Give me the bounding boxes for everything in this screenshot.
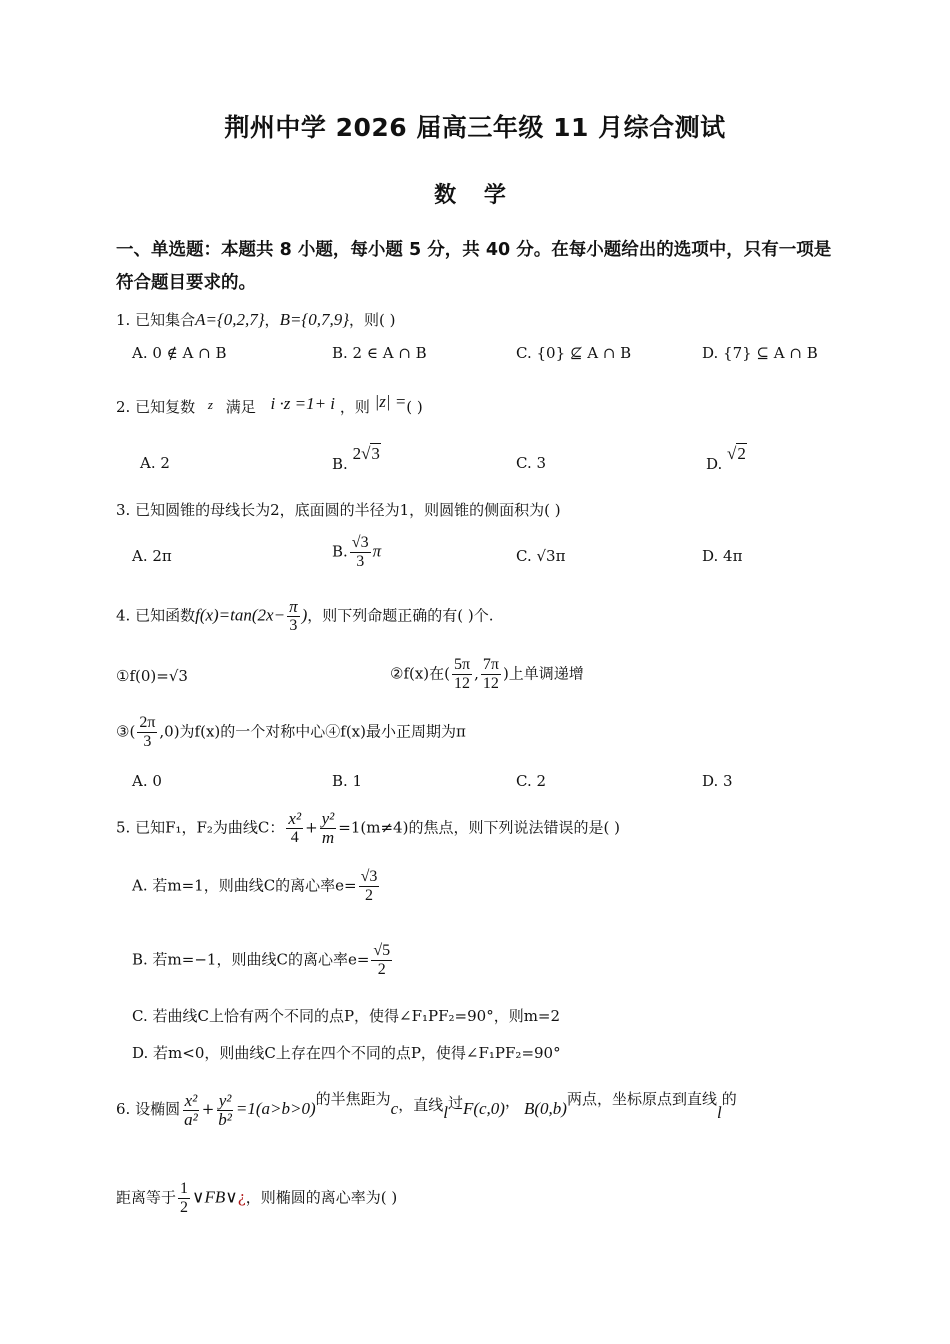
q5-m: m xyxy=(321,828,335,847)
q3-option-d: D. 4π xyxy=(702,547,743,565)
q5-four: 4 xyxy=(290,829,299,846)
subject-title: 数 学 xyxy=(434,183,516,208)
q6-text3: 过 xyxy=(447,1094,463,1112)
q6-half-den: 2 xyxy=(180,1199,189,1216)
q6-plus: + xyxy=(201,1100,215,1118)
q2-option-c: C. 3 xyxy=(516,454,547,472)
q5-suffix: =1(m≠4)的焦点，则下列说法错误的是( ) xyxy=(338,818,620,837)
question-4-stem xyxy=(116,598,494,635)
question-5-stem xyxy=(116,810,620,847)
q2-equation: i ·z =1+ i xyxy=(270,394,336,413)
q4-s3-prefix: ③( xyxy=(116,722,136,741)
q1-set-b: B={0,7,9} xyxy=(279,310,350,329)
q4-statement-4: ④f(x)最小正周期为π xyxy=(325,722,466,741)
q2-text-mid: 满足 xyxy=(225,398,256,416)
q4-option-d: D. 3 xyxy=(702,772,733,790)
question-6-stem xyxy=(116,1088,737,1129)
q6-line2-prefix: 距离等于 xyxy=(116,1188,177,1207)
q6-line2-glyph: ¿ xyxy=(237,1188,246,1207)
q4-suffix: ，则下列命题正确的有( )个. xyxy=(307,606,494,625)
q3-option-a: A. 2π xyxy=(132,547,172,565)
q6-line-2 xyxy=(116,1180,397,1217)
q1-option-c: C. {0} ⊈ A ∩ B xyxy=(516,344,632,362)
q5-option-d: D. 若m<0，则曲线C上存在四个不同的点P，使得∠F₁PF₂=90° xyxy=(132,1044,561,1062)
q5-option-b xyxy=(132,942,394,979)
q4-s3-den: 3 xyxy=(143,733,152,750)
q2-opt-b-coef: 2 xyxy=(352,444,362,463)
q1-sep: ， xyxy=(264,311,280,329)
q6-half-num: 1 xyxy=(180,1180,189,1197)
q3-option-b-fraction xyxy=(350,534,371,571)
q1-option-b: B. 2 ∈ A ∩ B xyxy=(332,344,427,362)
q4-s3-suffix: ,0)为f(x)的一个对称中心 xyxy=(159,722,326,741)
q5-a-prefix: A. 若m=1，则曲线C的离心率e= xyxy=(132,876,357,895)
q4-option-b: B. 1 xyxy=(332,772,363,790)
q5-b-prefix: B. 若m=−1，则曲线C的离心率e= xyxy=(132,950,370,969)
q6-text1: 的半焦距为 xyxy=(315,1090,391,1108)
q2-abs-z: |z| = xyxy=(374,392,407,411)
q5-a-den: 2 xyxy=(365,887,374,904)
q5-option-c: C. 若曲线C上恰有两个不同的点P，使得∠F₁PF₂=90°，则m=2 xyxy=(132,1007,561,1025)
q1-set-a: A={0,2,7} xyxy=(195,310,265,329)
q5-x2: x² xyxy=(288,809,302,828)
q2-opt-b-rad: 3 xyxy=(371,444,380,463)
section-heading: 一、单选题：本题共 8 小题，每小题 5 分，共 40 分。在每小题给出的选项中，只有一项是符合题目要求的。 xyxy=(116,240,832,293)
q4-three: 3 xyxy=(289,617,298,634)
q4-s2-n1: 5π xyxy=(454,656,471,673)
q6-c: c xyxy=(390,1099,399,1118)
q2-var-z: z xyxy=(207,397,213,412)
q4-s2-d1: 12 xyxy=(454,675,471,692)
q3-opt-b-pi: π xyxy=(372,541,382,561)
q6-eq: =1(a>b>0) xyxy=(235,1099,316,1118)
q4-option-a: A. 0 xyxy=(132,772,162,790)
q6-a2: a² xyxy=(184,1109,198,1129)
question-1-stem xyxy=(116,309,396,330)
q3-option-b-label: B. xyxy=(332,542,348,561)
q5-plus: + xyxy=(305,818,318,837)
q2-option-d-label: D. xyxy=(706,455,723,473)
q5-frac-y xyxy=(320,810,337,847)
q4-option-c: C. 2 xyxy=(516,772,547,790)
q2-option-d-sqrt: √2 xyxy=(727,444,746,463)
q4-func-close: ) xyxy=(301,605,308,625)
q6-text5: 两点，坐标原点到直线 xyxy=(566,1090,717,1108)
q3-opt-b-den: 3 xyxy=(356,553,365,570)
q6-text4: ， xyxy=(504,1092,520,1110)
q1-option-d: D. {7} ⊆ A ∩ B xyxy=(702,344,818,362)
q6-half xyxy=(178,1180,190,1217)
q4-func-fraction xyxy=(287,598,300,635)
q6-line2-suffix: ，则椭圆的离心率为( ) xyxy=(245,1188,398,1207)
q4-s2-d2: 12 xyxy=(482,675,499,692)
q2-option-a: A. 2 xyxy=(140,454,170,472)
q6-l2: l xyxy=(716,1103,722,1122)
q6-frac-y xyxy=(216,1092,234,1129)
q2-option-b-sqrt: 2√3 xyxy=(352,444,380,463)
q3-option-c: C. √3π xyxy=(516,547,566,565)
q6-b2: b² xyxy=(218,1109,232,1129)
q4-pi: π xyxy=(289,597,298,616)
q4-statement-1: ①f(0)=√3 xyxy=(116,667,188,685)
q1-prefix: 1. 已知集合 xyxy=(116,311,196,329)
q6-b-point: B(0,b) xyxy=(524,1099,567,1118)
q5-y2: y² xyxy=(321,809,335,828)
q4-s3-num: 2π xyxy=(139,714,156,731)
q4-prefix: 4. 已知函数 xyxy=(116,606,196,625)
q4-s2-n2: 7π xyxy=(482,656,499,673)
q4-s2-frac-2 xyxy=(481,656,501,693)
q6-line2-mid: ∨FB∨ xyxy=(192,1187,238,1207)
q5-a-fraction xyxy=(359,868,380,905)
q3-option-b xyxy=(332,534,381,571)
q6-prefix: 6. 设椭圆 xyxy=(116,1100,181,1118)
q4-s2-prefix: ②f(x)在( xyxy=(390,664,451,683)
q4-s3-fraction xyxy=(137,714,157,751)
q5-option-a xyxy=(132,868,381,905)
q2-option-d xyxy=(706,444,747,473)
q2-prefix: 2. 已知复数 xyxy=(116,398,196,416)
q2-opt-d-rad: 2 xyxy=(737,444,746,463)
q4-statement-3-4 xyxy=(116,714,466,751)
q2-blank: ( ) xyxy=(406,398,423,416)
q1-suffix: ，则( ) xyxy=(349,311,396,329)
q2-option-b-label: B. xyxy=(332,455,348,473)
q6-x2: x² xyxy=(184,1090,198,1110)
q6-frac-x xyxy=(182,1092,200,1129)
q6-f-point: F(c,0) xyxy=(462,1099,505,1118)
q1-option-a: A. 0 ∉ A ∩ B xyxy=(132,344,227,362)
q4-s2-comma: , xyxy=(474,664,479,683)
q6-text6: 的 xyxy=(721,1090,737,1108)
q4-func: f(x)=tan(2x− xyxy=(195,605,286,625)
q4-s2-suffix: )上单调递增 xyxy=(502,664,584,683)
q2-text-then: ，则 xyxy=(339,398,370,416)
exam-title: 荆州中学 2026 届高三年级 11 月综合测试 xyxy=(224,113,726,142)
q6-text2: ，直线 xyxy=(398,1096,444,1114)
question-2-stem xyxy=(116,392,423,417)
q5-a-num: √3 xyxy=(360,868,378,885)
q5-b-num: √5 xyxy=(373,942,391,959)
q3-opt-b-num: √3 xyxy=(351,534,369,551)
q5-frac-x xyxy=(286,810,303,847)
q5-b-den: 2 xyxy=(377,961,386,978)
q4-statement-2 xyxy=(390,656,584,693)
question-3-stem: 3. 已知圆锥的母线长为2，底面圆的半径为1，则圆锥的侧面积为( ) xyxy=(116,501,561,519)
q5-prefix: 5. 已知F₁，F₂为曲线C： xyxy=(116,818,285,837)
q6-l: l xyxy=(443,1103,448,1122)
q6-y2: y² xyxy=(218,1090,232,1110)
q2-option-b xyxy=(332,444,381,473)
q5-b-fraction xyxy=(371,942,392,979)
q4-s2-frac-1 xyxy=(452,656,472,693)
